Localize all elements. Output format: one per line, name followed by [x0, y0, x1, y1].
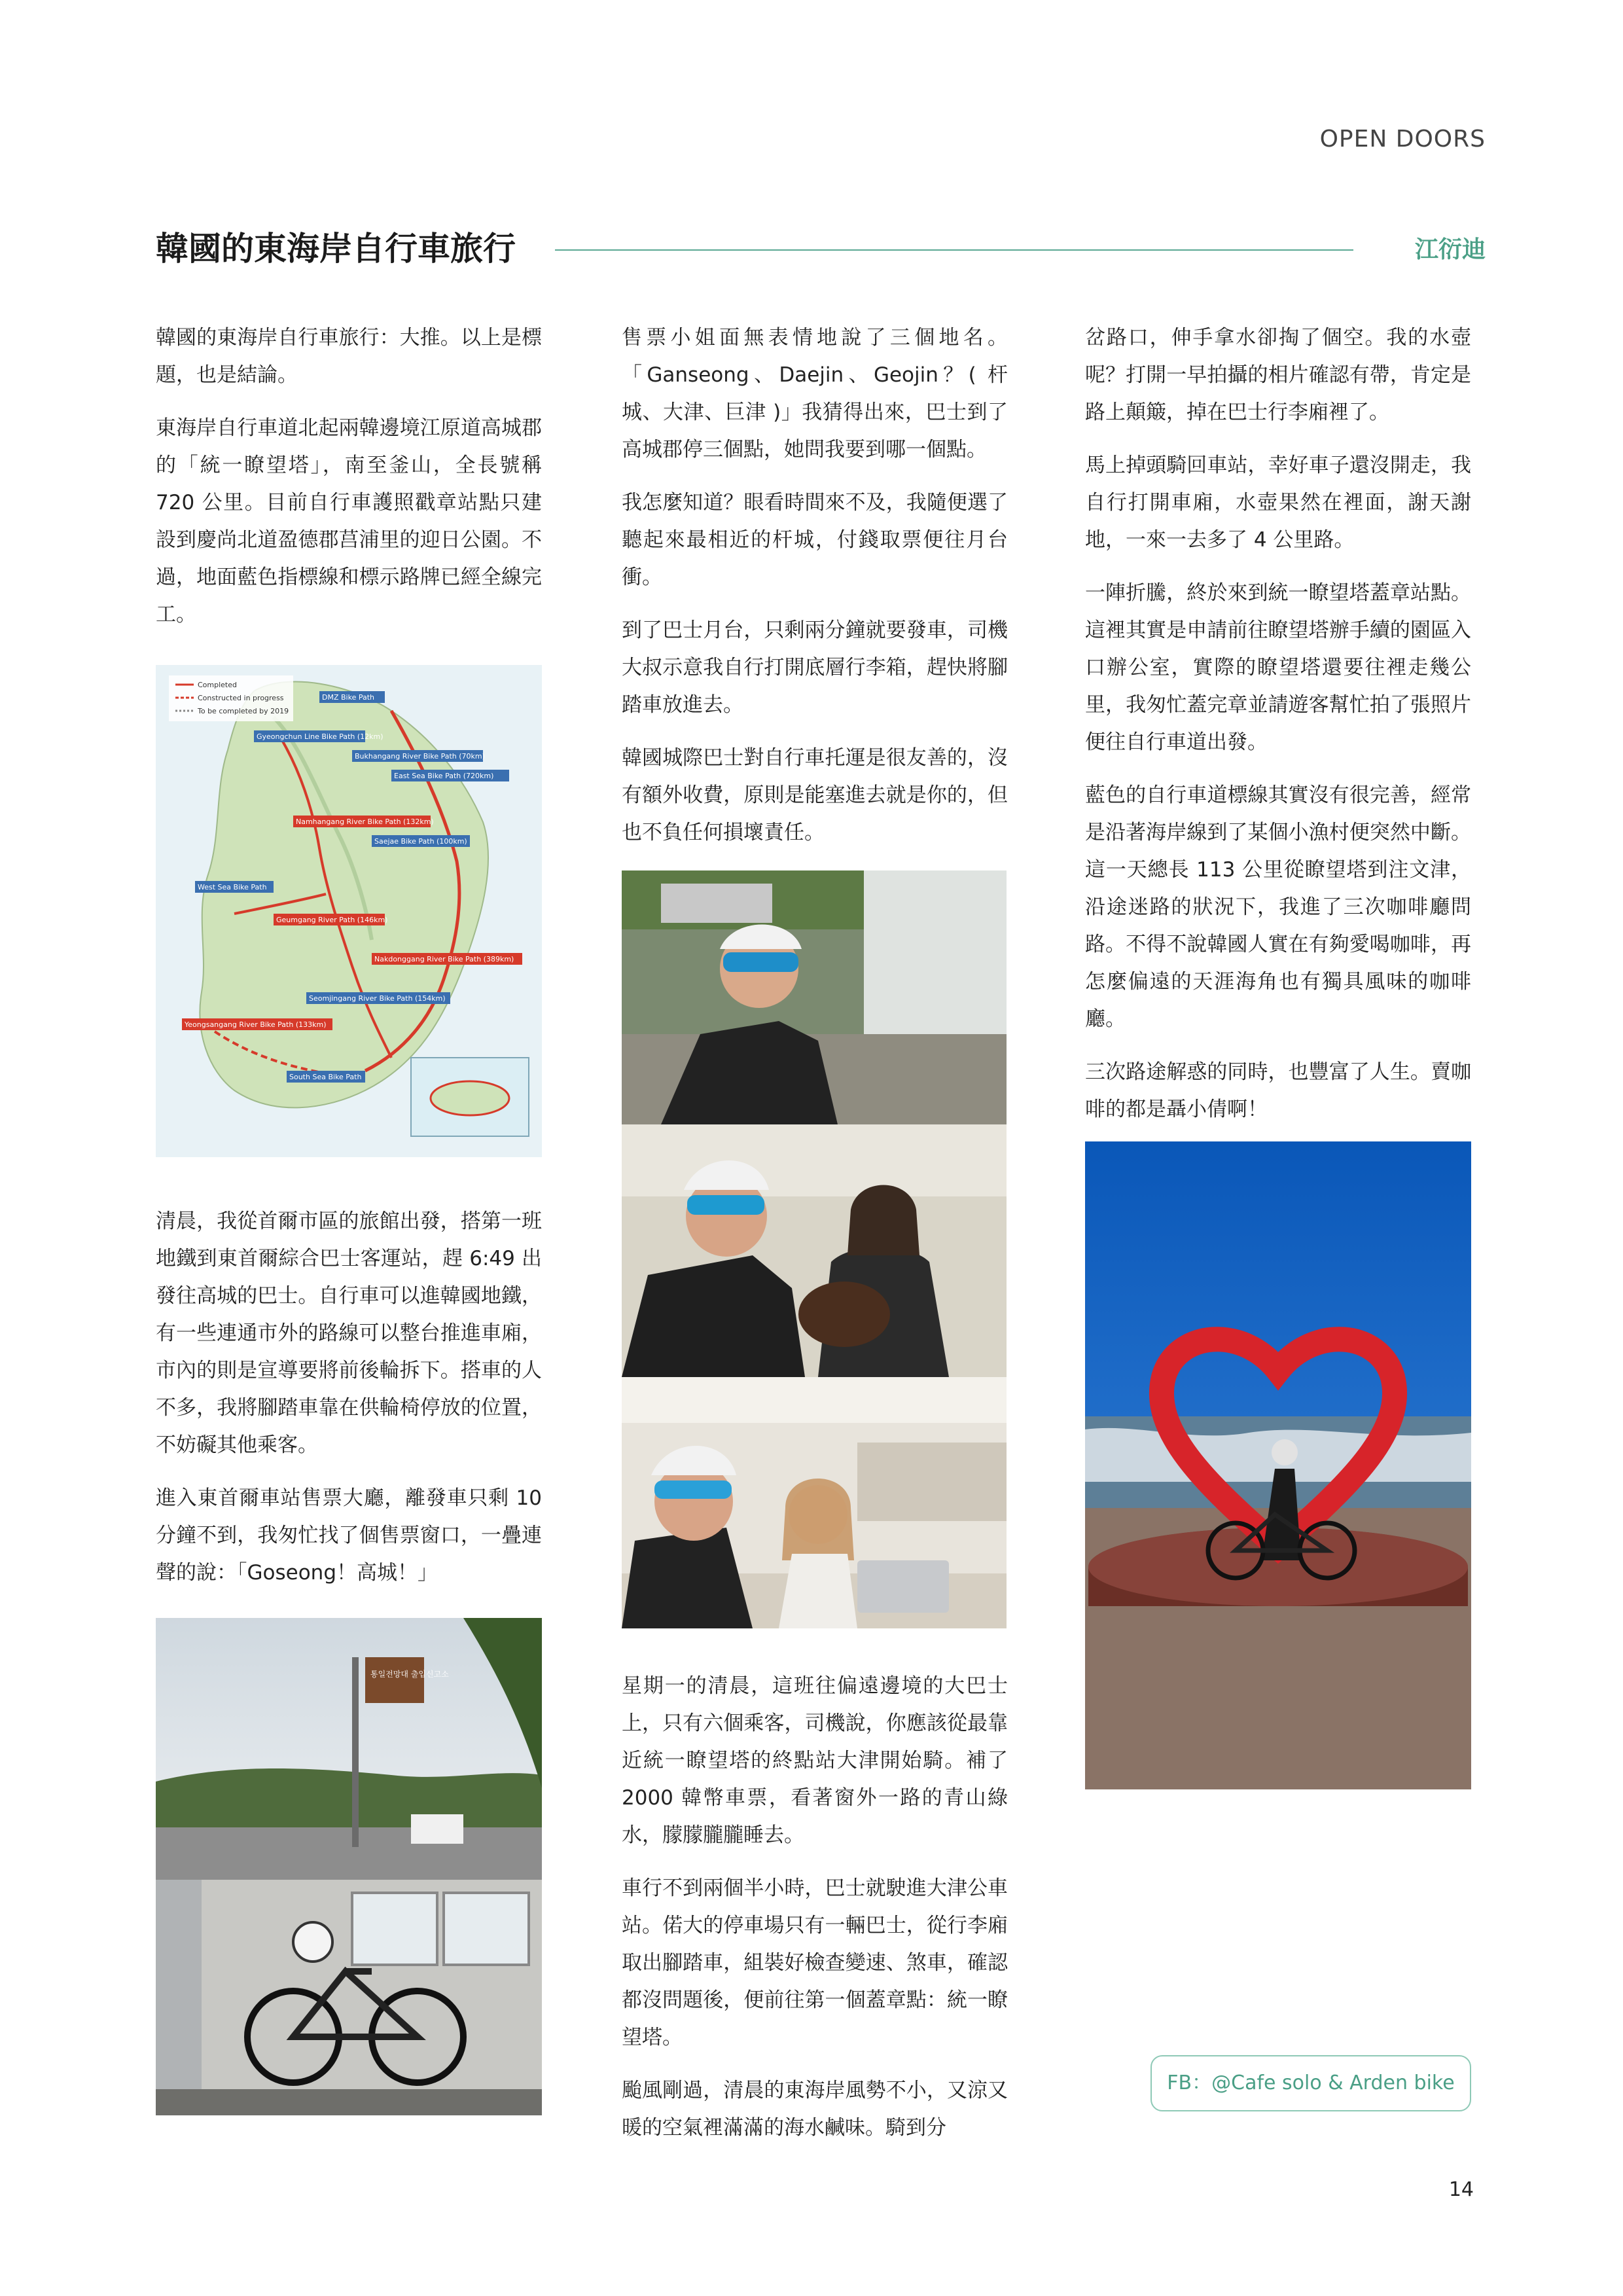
column-2-bottom [622, 1668, 1008, 2147]
selfie-with-dog-illustration [622, 1124, 1007, 1377]
map-label: Geumgang River Path (146km) [276, 916, 388, 924]
roadside-sign-illustration [156, 1618, 542, 1880]
paragraph: 岔路口，伸手拿水卻掏了個空。我的水壺呢？打開一早拍攝的相片確認有帶，肯定是路上顛簸，掉在巴士行李廂裡了。 [1085, 326, 1471, 424]
selfie-in-cafe-photo [622, 1377, 1007, 1628]
map-illustration [156, 665, 542, 1157]
paragraph: 一陣折騰，終於來到統一瞭望塔蓋章站點。這裡其實是申請前往瞭望塔辦手續的園區入口辦公室，實際的瞭望塔還要往裡走幾公里，我匆忙蓋完章並請遊客幫忙拍了張照片便往自行車道出發。 [1085, 581, 1471, 754]
map-label: Namhangang River Bike Path (132km) [296, 817, 434, 826]
paragraph: 我怎麼知道？眼看時間來不及，我隨便選了聽起來最相近的杆城，付錢取票便往月台衝。 [622, 491, 1008, 589]
paragraph: 進入東首爾車站售票大廳，離發車只剩 10 分鐘不到，我匆忙找了個售票窗口，一疊連聲的說：「Goseong！高城！」 [156, 1486, 542, 1585]
paragraph: 到了巴士月台，只剩兩分鐘就要發車，司機大叔示意我自行打開底層行李箱，趕快將腳踏車放進去。 [622, 619, 1008, 717]
heart-sculpture-photo [1085, 1141, 1471, 1789]
column-3-top [1085, 319, 1471, 1144]
facebook-credit: FB：@Cafe solo & Arden bike [1150, 2055, 1471, 2111]
article-author: 江衍迪 [1414, 236, 1486, 263]
selfie-with-dog-photo [622, 1124, 1007, 1377]
selfie-bus-station-photo [622, 870, 1007, 1124]
map-label: East Sea Bike Path (720km) [394, 772, 494, 780]
map-label: Yeongsangang River Bike Path (133km) [185, 1020, 327, 1029]
column-1-middle [156, 1203, 542, 1607]
paragraph: 颱風剛過，清晨的東海岸風勢不小，又涼又暖的空氣裡滿滿的海水鹹味。騎到分 [622, 2079, 1008, 2140]
paragraph: 清晨，我從首爾市區的旅館出發，搭第一班地鐵到東首爾綜合巴士客運站，趕 6:49 出發往高城的巴士。自行車可以進韓國地鐵，有一些連通市外的路線可以整台推進車廂，市內的則是宣導要將前後輪拆下。搭車的人不多，我將腳踏車靠在供輪椅停放的位置，不妨礙其他乘客。 [156, 1210, 542, 1457]
korea-bike-map [156, 665, 542, 1157]
map-label: West Sea Bike Path [198, 883, 267, 891]
paragraph: 藍色的自行車道標線其實沒有很完善，經常是沿著海岸線到了某個小漁村便突然中斷。這一天總長 113 公里從瞭望塔到注文津，沿途迷路的狀況下，我進了三次咖啡廳問路。不得不說韓國人實在有夠愛喝咖啡，再怎麼偏遠的天涯海角也有獨具風味的咖啡廳。 [1085, 783, 1471, 1031]
map-label: Bukhangang River Bike Path (70km) [355, 752, 485, 761]
paragraph: 東海岸自行車道北起兩韓邊境江原道高城郡的「統一瞭望塔」，南至釜山，全長號稱 720 公里。目前自行車護照戳章站點只建設到慶尚北道盈德郡莒浦里的迎日公園。不過，地面藍色指標線和標示路牌已經全線完工。 [156, 416, 542, 626]
article-title: 韓國的東海岸自行車旅行 [156, 230, 516, 268]
column-1-top [156, 319, 542, 649]
map-label: Nakdonggang River Bike Path (389km) [374, 955, 514, 963]
bike-on-train-photo [156, 1880, 542, 2115]
column-2-top [622, 319, 1008, 867]
map-label: DMZ Bike Path [322, 693, 375, 702]
title-rule [555, 249, 1353, 251]
map-label: Gyeongchun Line Bike Path (12km) [257, 732, 383, 741]
paragraph: 馬上掉頭騎回車站，幸好車子還沒開走，我自行打開車廂，水壺果然在裡面，謝天謝地，一來一去多了 4 公里路。 [1085, 454, 1471, 552]
paragraph: 售票小姐面無表情地說了三個地名。「Ganseong、Daejin、Geojin？( 杆城、大津、巨津 )」我猜得出來，巴士到了高城郡停三個點，她問我要到哪一個點。 [622, 326, 1008, 461]
roadside-sign-photo [156, 1618, 542, 1880]
map-label: Saejae Bike Path (100km) [374, 837, 467, 846]
paragraph: 韓國城際巴士對自行車托運是很友善的，沒有額外收費，原則是能塞進去就是你的，但也不負任何損壞責任。 [622, 746, 1008, 844]
page-number: 14 [1448, 2178, 1474, 2201]
road-sign-text: 통일전망대 출입신고소 [370, 1670, 449, 1679]
map-legend-planned: To be completed by 2019 [198, 707, 289, 715]
selfie-bus-station-illustration [622, 870, 1007, 1124]
map-label: Seomjingang River Bike Path (154km) [309, 994, 446, 1003]
map-label: South Sea Bike Path [289, 1073, 362, 1081]
bike-on-train-illustration [156, 1880, 542, 2115]
paragraph: 三次路途解惑的同時，也豐富了人生。賣咖啡的都是聶小倩啊！ [1085, 1060, 1471, 1121]
map-legend-in-progress: Constructed in progress [198, 694, 284, 702]
section-label: OPEN DOORS [1319, 126, 1486, 152]
paragraph: 韓國的東海岸自行車旅行：大推。以上是標題，也是結論。 [156, 326, 542, 387]
heart-sculpture-illustration [1085, 1141, 1471, 1789]
map-legend-completed: Completed [198, 681, 237, 689]
selfie-in-cafe-illustration [622, 1377, 1007, 1628]
paragraph: 車行不到兩個半小時，巴士就駛進大津公車站。偌大的停車場只有一輛巴士，從行李廂取出腳踏車，組裝好檢查變速、煞車，確認都沒問題後，便前往第一個蓋章點：統一瞭望塔。 [622, 1876, 1008, 2049]
paragraph: 星期一的清晨，這班往偏遠邊境的大巴士上，只有六個乘客，司機說，你應該從最靠近統一瞭望塔的終點站大津開始騎。補了 2000 韓幣車票，看著窗外一路的青山綠水，朦朦朧朧睡去。 [622, 1674, 1008, 1847]
